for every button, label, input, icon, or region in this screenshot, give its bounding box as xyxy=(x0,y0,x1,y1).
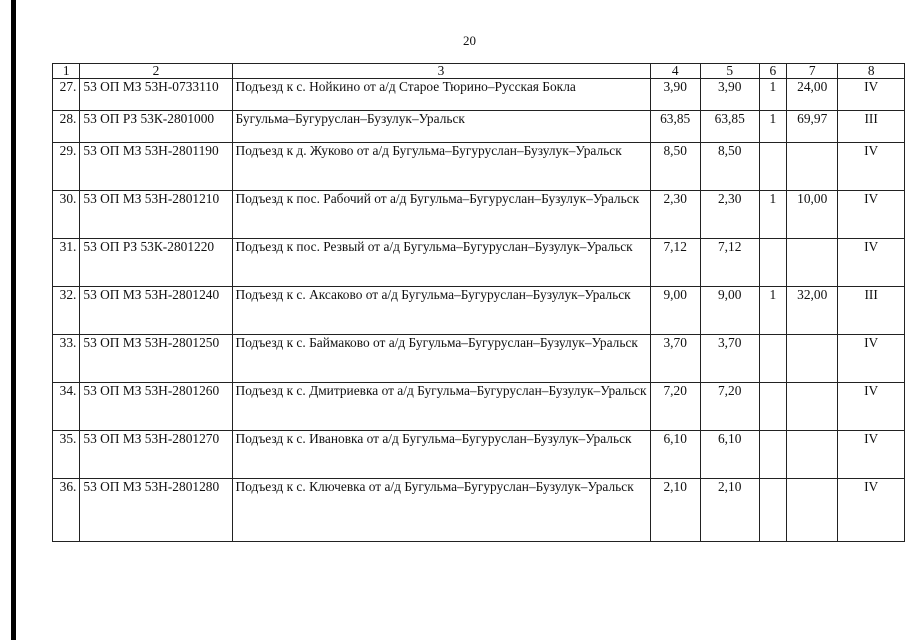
cell-col5: 7,20 xyxy=(700,383,759,431)
column-header: 1 xyxy=(53,64,80,79)
road-code: 53 ОП МЗ 53Н-2801250 xyxy=(80,335,232,383)
cell-col6: 1 xyxy=(759,79,787,111)
row-number: 27. xyxy=(53,79,80,111)
cell-col4: 9,00 xyxy=(650,287,700,335)
cell-col7: 32,00 xyxy=(787,287,838,335)
road-code: 53 ОП МЗ 53Н-2801240 xyxy=(80,287,232,335)
cell-col5: 8,50 xyxy=(700,143,759,191)
road-code: 53 ОП МЗ 53Н-2801210 xyxy=(80,191,232,239)
cell-col7 xyxy=(787,239,838,287)
cell-col5: 9,00 xyxy=(700,287,759,335)
roads-table xyxy=(52,63,905,542)
road-name: Подъезд к с. Нойкино от а/д Старое Тюрино–Русская Бокла xyxy=(232,79,650,111)
cell-col6 xyxy=(759,431,787,479)
row-number: 32. xyxy=(53,287,80,335)
cell-col4: 3,90 xyxy=(650,79,700,111)
column-header: 4 xyxy=(650,64,700,79)
road-code: 53 ОП МЗ 53Н-2801190 xyxy=(80,143,232,191)
table-row xyxy=(53,383,905,431)
row-number: 36. xyxy=(53,479,80,542)
cell-col7: 69,97 xyxy=(787,111,838,143)
column-header: 6 xyxy=(759,64,787,79)
cell-col7: 24,00 xyxy=(787,79,838,111)
cell-col8: IV xyxy=(838,143,905,191)
road-name: Подъезд к с. Аксаково от а/д Бугульма–Бугуруслан–Бузулук–Уральск xyxy=(232,287,650,335)
cell-col8: IV xyxy=(838,191,905,239)
cell-col8: IV xyxy=(838,431,905,479)
cell-col5: 3,90 xyxy=(700,79,759,111)
cell-col7 xyxy=(787,383,838,431)
cell-col6 xyxy=(759,383,787,431)
cell-col7 xyxy=(787,431,838,479)
cell-col6: 1 xyxy=(759,287,787,335)
scan-edge xyxy=(11,0,16,640)
road-code: 53 ОП МЗ 53Н-0733110 xyxy=(80,79,232,111)
header-row xyxy=(53,64,905,79)
table-row xyxy=(53,431,905,479)
road-code: 53 ОП РЗ 53К-2801000 xyxy=(80,111,232,143)
road-name: Подъезд к д. Жуково от а/д Бугульма–Бугуруслан–Бузулук–Уральск xyxy=(232,143,650,191)
row-number: 33. xyxy=(53,335,80,383)
cell-col7: 10,00 xyxy=(787,191,838,239)
table-row xyxy=(53,191,905,239)
road-code: 53 ОП МЗ 53Н-2801270 xyxy=(80,431,232,479)
road-name: Бугульма–Бугуруслан–Бузулук–Уральск xyxy=(232,111,650,143)
cell-col8: IV xyxy=(838,239,905,287)
row-number: 34. xyxy=(53,383,80,431)
cell-col5: 63,85 xyxy=(700,111,759,143)
cell-col8: IV xyxy=(838,479,905,542)
cell-col5: 2,30 xyxy=(700,191,759,239)
cell-col4: 3,70 xyxy=(650,335,700,383)
road-name: Подъезд к с. Ивановка от а/д Бугульма–Бугуруслан–Бузулук–Уральск xyxy=(232,431,650,479)
column-header: 3 xyxy=(232,64,650,79)
cell-col4: 8,50 xyxy=(650,143,700,191)
cell-col6 xyxy=(759,239,787,287)
column-header: 7 xyxy=(787,64,838,79)
row-number: 35. xyxy=(53,431,80,479)
road-code: 53 ОП РЗ 53К-2801220 xyxy=(80,239,232,287)
cell-col4: 2,30 xyxy=(650,191,700,239)
table-row xyxy=(53,287,905,335)
cell-col4: 7,20 xyxy=(650,383,700,431)
cell-col8: IV xyxy=(838,335,905,383)
cell-col4: 6,10 xyxy=(650,431,700,479)
cell-col6 xyxy=(759,335,787,383)
column-header: 2 xyxy=(80,64,232,79)
table-row xyxy=(53,479,905,542)
row-number: 31. xyxy=(53,239,80,287)
cell-col4: 2,10 xyxy=(650,479,700,542)
cell-col8: IV xyxy=(838,79,905,111)
row-number: 28. xyxy=(53,111,80,143)
road-name: Подъезд к пос. Резвый от а/д Бугульма–Бугуруслан–Бузулук–Уральск xyxy=(232,239,650,287)
cell-col6 xyxy=(759,479,787,542)
cell-col7 xyxy=(787,479,838,542)
cell-col7 xyxy=(787,335,838,383)
table-row xyxy=(53,335,905,383)
column-header: 8 xyxy=(838,64,905,79)
cell-col8: IV xyxy=(838,383,905,431)
table-row xyxy=(53,239,905,287)
table-row xyxy=(53,143,905,191)
page-number: 20 xyxy=(463,33,476,48)
row-number: 30. xyxy=(53,191,80,239)
road-code: 53 ОП МЗ 53Н-2801260 xyxy=(80,383,232,431)
road-name: Подъезд к с. Ключевка от а/д Бугульма–Бугуруслан–Бузулук–Уральск xyxy=(232,479,650,542)
cell-col6: 1 xyxy=(759,191,787,239)
cell-col5: 7,12 xyxy=(700,239,759,287)
column-header: 5 xyxy=(700,64,759,79)
cell-col8: III xyxy=(838,287,905,335)
cell-col5: 3,70 xyxy=(700,335,759,383)
cell-col5: 2,10 xyxy=(700,479,759,542)
cell-col7 xyxy=(787,143,838,191)
road-name: Подъезд к пос. Рабочий от а/д Бугульма–Бугуруслан–Бузулук–Уральск xyxy=(232,191,650,239)
table-row xyxy=(53,79,905,111)
cell-col4: 7,12 xyxy=(650,239,700,287)
cell-col6 xyxy=(759,143,787,191)
cell-col5: 6,10 xyxy=(700,431,759,479)
road-code: 53 ОП МЗ 53Н-2801280 xyxy=(80,479,232,542)
cell-col4: 63,85 xyxy=(650,111,700,143)
cell-col8: III xyxy=(838,111,905,143)
table-row xyxy=(53,111,905,143)
road-name: Подъезд к с. Баймаково от а/д Бугульма–Бугуруслан–Бузулук–Уральск xyxy=(232,335,650,383)
row-number: 29. xyxy=(53,143,80,191)
cell-col6: 1 xyxy=(759,111,787,143)
road-name: Подъезд к с. Дмитриевка от а/д Бугульма–Бугуруслан–Бузулук–Уральск xyxy=(232,383,650,431)
